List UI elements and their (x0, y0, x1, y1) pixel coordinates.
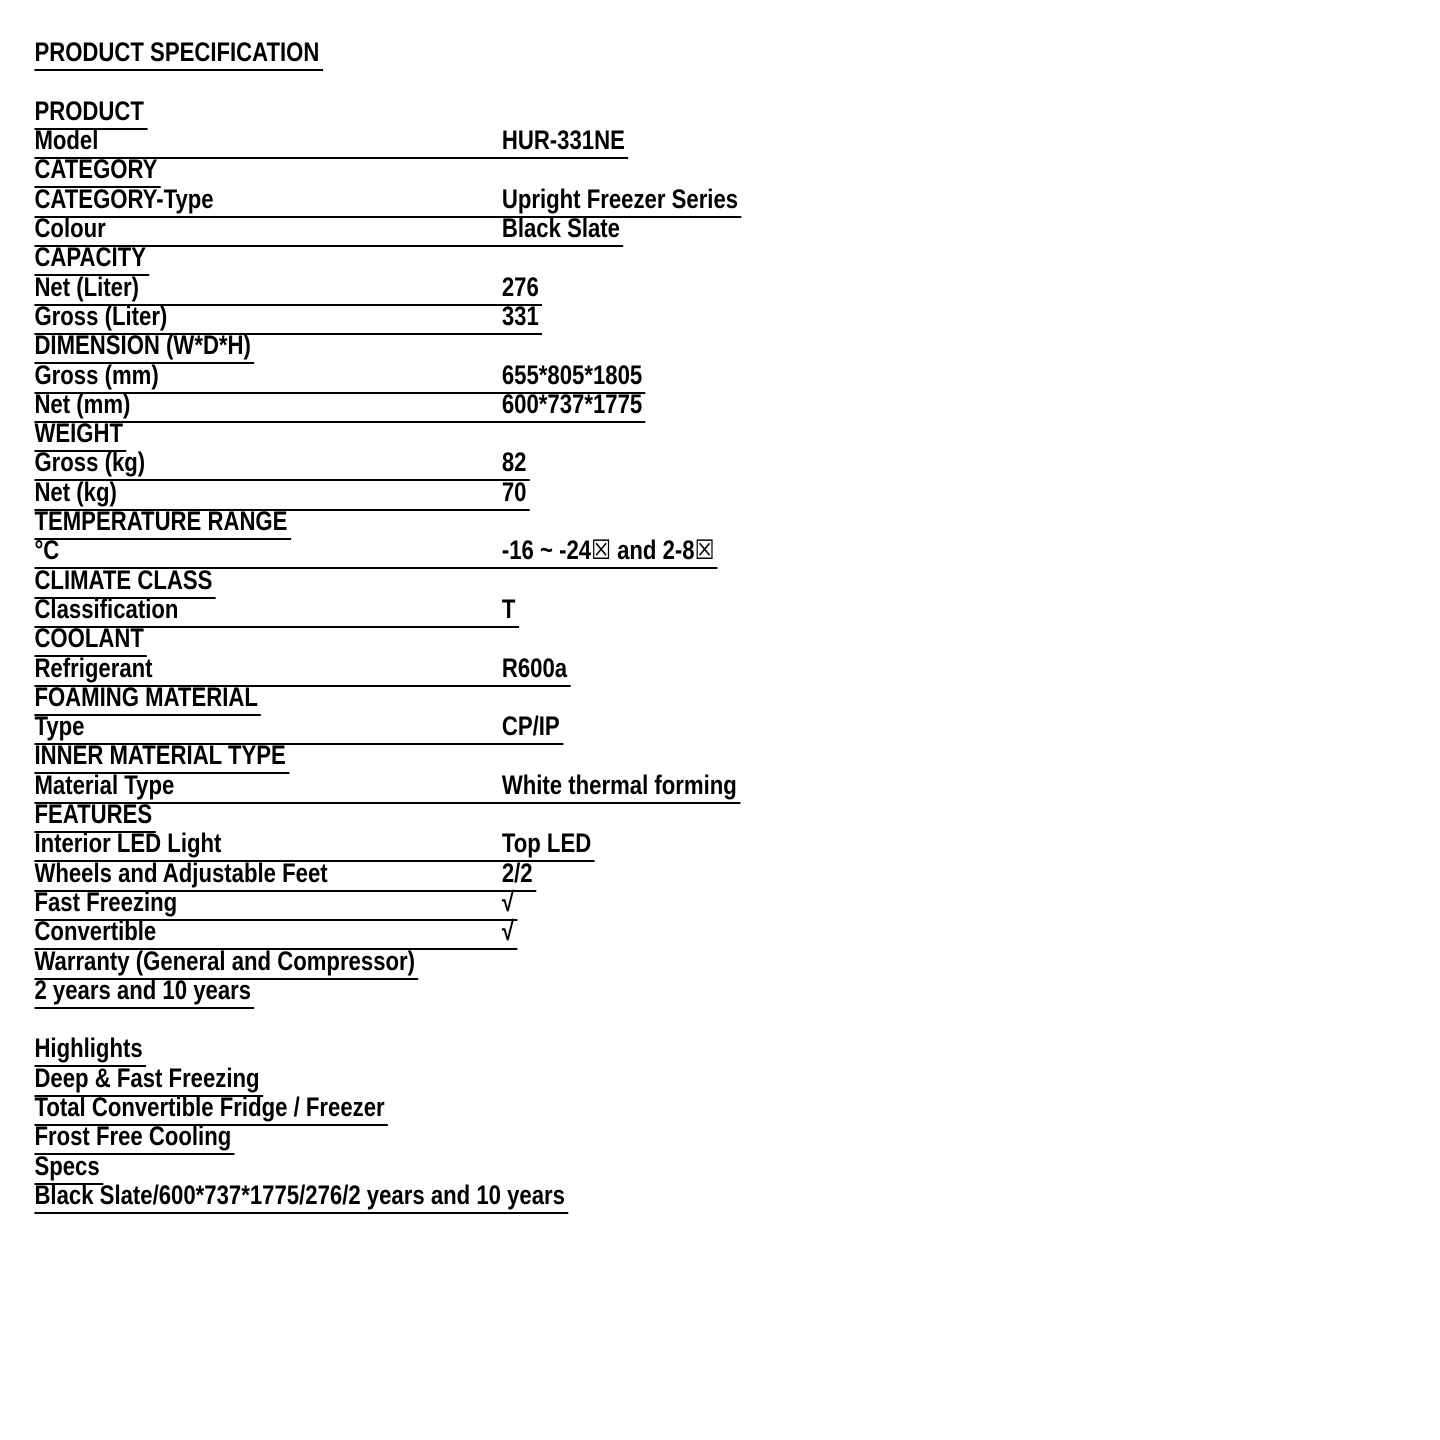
spec-section-underline (34, 974, 254, 1009)
spec-section-label: WEIGHT (34, 418, 123, 449)
spec-section-header (34, 564, 1423, 598)
spec-section-header (34, 681, 1423, 716)
spec-section-label: COOLANT (34, 623, 144, 654)
spec-section-header (34, 1179, 1423, 1214)
spec-row-label: °C (34, 535, 60, 566)
spec-row-label: Colour (34, 213, 106, 244)
spec-section-header (34, 95, 1423, 130)
spec-section-label: Specs (34, 1150, 100, 1181)
spec-section-header (34, 330, 1423, 364)
spec-section-label: CLIMATE CLASS (34, 564, 213, 595)
spec-row-value: Black Slate (501, 213, 620, 244)
spec-section-label: FEATURES (34, 799, 153, 830)
spec-row (34, 857, 1423, 891)
spec-row (34, 886, 1423, 921)
spec-row (34, 125, 1423, 159)
spec-row-label: Wheels and Adjustable Feet (34, 857, 328, 888)
spec-section-header (34, 623, 1423, 657)
spec-row-value: 331 (501, 300, 539, 331)
spec-row-value: CP/IP (501, 711, 560, 742)
spec-row (34, 388, 1423, 423)
spec-row (34, 183, 1423, 217)
spec-row-value: HUR-331NE (501, 125, 625, 156)
spec-row-value: Top LED (501, 828, 592, 859)
spec-section-label: FOAMING MATERIAL (34, 681, 258, 712)
spec-row-label: Classification (34, 593, 179, 624)
spec-row-label: Model (34, 125, 99, 156)
spec-row-value: R600a (501, 652, 568, 683)
spec-section-header (34, 799, 1423, 833)
spec-row-value: 655*805*1805 (501, 359, 643, 390)
spec-row-label: Convertible (34, 916, 157, 947)
spec-section-header (34, 506, 1423, 540)
spec-row-value: T (501, 593, 516, 624)
spec-row-value: White thermal forming (501, 769, 737, 800)
spec-row-label: Gross (mm) (34, 359, 159, 390)
blank-line (34, 71, 1423, 100)
spec-row-label: Net (Liter) (34, 271, 139, 302)
page-title-underline (34, 39, 322, 71)
spec-row-label: Fast Freezing (34, 886, 178, 917)
spec-section-label: DIMENSION (W*D*H) (34, 330, 251, 361)
spec-section-header (34, 418, 1423, 452)
spec-row-label: Gross (Liter) (34, 300, 168, 331)
spec-row (34, 359, 1423, 393)
spec-section-underline (34, 508, 290, 540)
spec-row-value: √ (501, 886, 514, 917)
spec-row-label: Net (kg) (34, 476, 117, 507)
spec-section-label: Warranty (General and Compressor) (34, 945, 416, 976)
spec-section-label: TEMPERATURE RANGE (34, 506, 288, 537)
spec-row (34, 213, 1423, 247)
spec-row-value: Upright Freezer Series (501, 183, 739, 214)
spec-row-value: 70 (501, 476, 527, 507)
spec-section-label: Deep & Fast Freezing (34, 1062, 260, 1093)
spec-row (34, 271, 1423, 305)
spec-row-value: 276 (501, 271, 539, 302)
spec-row-underline (34, 388, 645, 423)
spec-section-label: CAPACITY (34, 242, 146, 273)
spec-row (34, 769, 1423, 803)
spec-table (34, 95, 1423, 1214)
spec-row (34, 535, 1423, 569)
spec-section-label: Black Slate/600*737*1775/276/2 years and 10 years (34, 1179, 565, 1210)
spec-section-label: CATEGORY (34, 154, 158, 185)
spec-row-label: Interior LED Light (34, 828, 222, 859)
spec-row-value: √ (501, 916, 514, 947)
spec-row-label: Gross (kg) (34, 447, 146, 478)
spec-row (34, 593, 1423, 628)
spec-section-header (34, 242, 1423, 276)
spec-section-header (34, 1121, 1423, 1155)
blank-line (34, 1009, 1423, 1038)
spec-section-label: Total Convertible Fridge / Freezer (34, 1091, 385, 1122)
spec-section-header (34, 974, 1423, 1009)
spec-section-label: INNER MATERIAL TYPE (34, 740, 286, 771)
spec-row (34, 447, 1423, 481)
spec-row-label: Refrigerant (34, 652, 153, 683)
spec-row-label: Material Type (34, 769, 175, 800)
spec-section-label: Highlights (34, 1033, 143, 1064)
spec-row-value: 600*737*1775 (501, 388, 643, 419)
spec-section-label: PRODUCT (34, 95, 144, 126)
spec-section-underline (34, 1179, 568, 1214)
spec-row-value: -16 ~ -24☒ and 2-8☒ (501, 535, 715, 566)
spec-row-label: Net (mm) (34, 388, 131, 419)
spec-row-value: 2/2 (501, 857, 533, 888)
spec-section-label: 2 years and 10 years (34, 974, 252, 1005)
spec-section-header (34, 1091, 1423, 1126)
page-title: PRODUCT SPECIFICATION (34, 37, 320, 68)
spec-row-value: 82 (501, 447, 527, 478)
spec-row-underline (34, 183, 741, 218)
spec-row-label: CATEGORY-Type (34, 183, 214, 214)
spec-row-label: Type (34, 711, 85, 742)
page-title-row (34, 37, 1423, 71)
spec-section-label: Frost Free Cooling (34, 1121, 232, 1152)
